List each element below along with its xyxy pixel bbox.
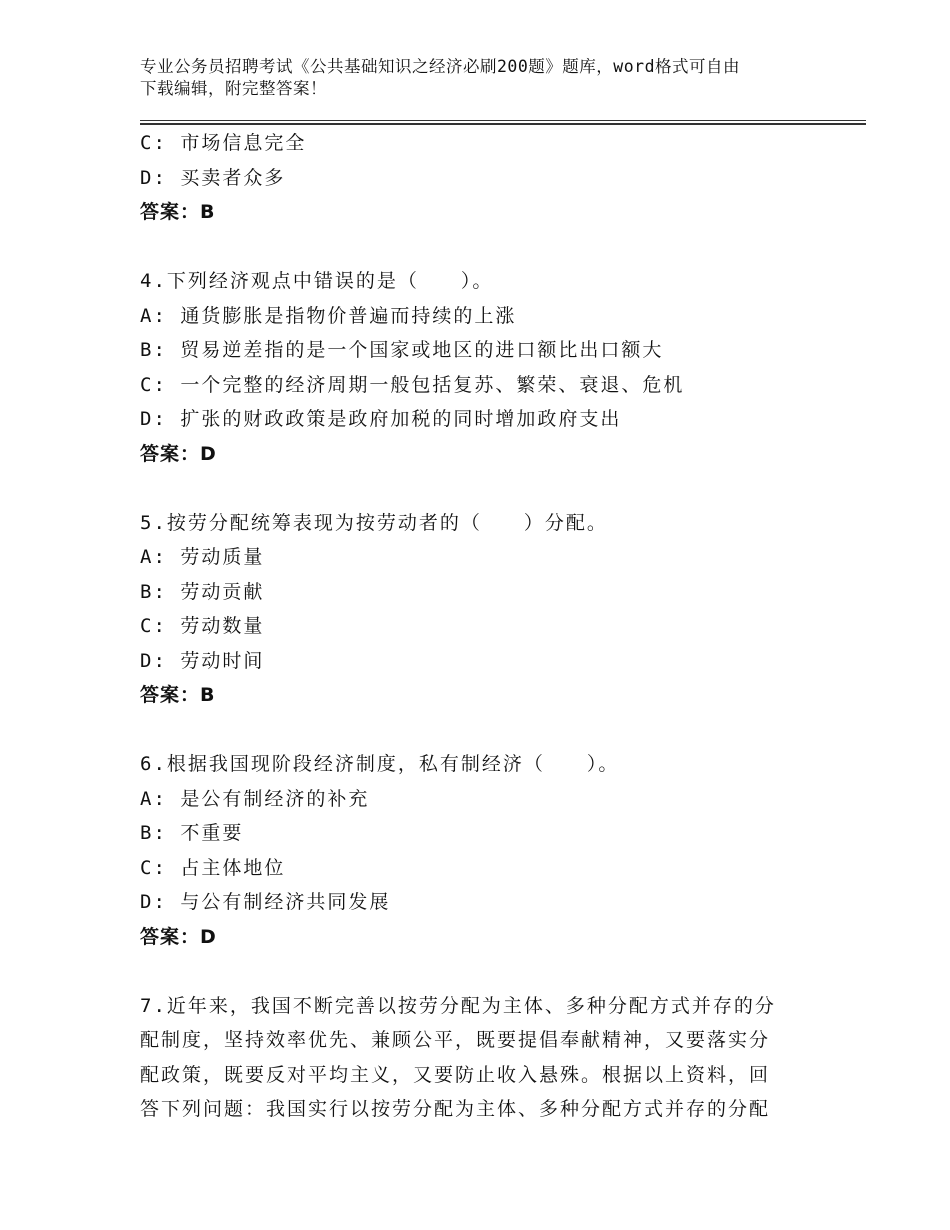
question-list [140, 126, 820, 1127]
option-c: C: 一个完整的经济周期一般包括复苏、繁荣、衰退、危机 [140, 373, 685, 396]
option-d: D: 与公有制经济共同发展 [140, 891, 391, 913]
option-b: B: 贸易逆差指的是一个国家或地区的进口额比出口额大 [140, 339, 664, 361]
question-4 [140, 264, 820, 471]
question-7 [140, 989, 800, 1127]
answer-label: 答案：D [140, 442, 217, 465]
option-b: B: 不重要 [140, 822, 244, 844]
answer-label: 答案：B [140, 201, 216, 223]
option-a: A: 劳动质量 [140, 546, 265, 568]
header-line-1: 专业公务员招聘考试《公共基础知识之经济必刷200题》题库，word格式可自由 [140, 57, 741, 76]
header-divider-thin [140, 120, 866, 121]
answer-label: 答案：B [140, 684, 216, 706]
option-c: C: 市场信息完全 [140, 132, 307, 154]
option-b: B: 劳动贡献 [140, 580, 265, 603]
option-c: C: 劳动数量 [140, 615, 265, 637]
question-stem: 4.下列经济观点中错误的是（ ）。 [140, 270, 494, 292]
option-d: D: 扩张的财政政策是政府加税的同时增加政府支出 [140, 408, 622, 430]
answer-label: 答案：D [140, 925, 217, 948]
question-stem: 6.根据我国现阶段经济制度，私有制经济（ ）。 [140, 753, 620, 775]
question-stem-line: 配制度，坚持效率优先、兼顾公平，既要提倡奉献精神，又要落实分 [140, 1029, 771, 1051]
question-stem-line: 7.近年来，我国不断完善以按劳分配为主体、多种分配方式并存的分 [140, 994, 776, 1017]
option-d: D: 买卖者众多 [140, 166, 286, 189]
question-5 [140, 506, 820, 713]
question-stem-line: 配政策，既要反对平均主义，又要防止收入悬殊。根据以上资料，回 [140, 1063, 771, 1086]
question-stem-line: 答下列问题：我国实行以按劳分配为主体、多种分配方式并存的分配 [140, 1098, 771, 1120]
question-stem: 5.按劳分配统筹表现为按劳动者的（ ）分配。 [140, 511, 608, 534]
option-a: A: 是公有制经济的补充 [140, 787, 370, 810]
document-header [140, 56, 800, 100]
option-a: A: 通货膨胀是指物价普遍而持续的上涨 [140, 304, 517, 327]
question-3 [140, 126, 820, 230]
option-d: D: 劳动时间 [140, 649, 265, 672]
question-6 [140, 747, 820, 954]
header-line-2: 下载编辑，附完整答案！ [140, 79, 327, 98]
header-divider-thick [140, 123, 866, 125]
option-c: C: 占主体地位 [140, 856, 286, 879]
